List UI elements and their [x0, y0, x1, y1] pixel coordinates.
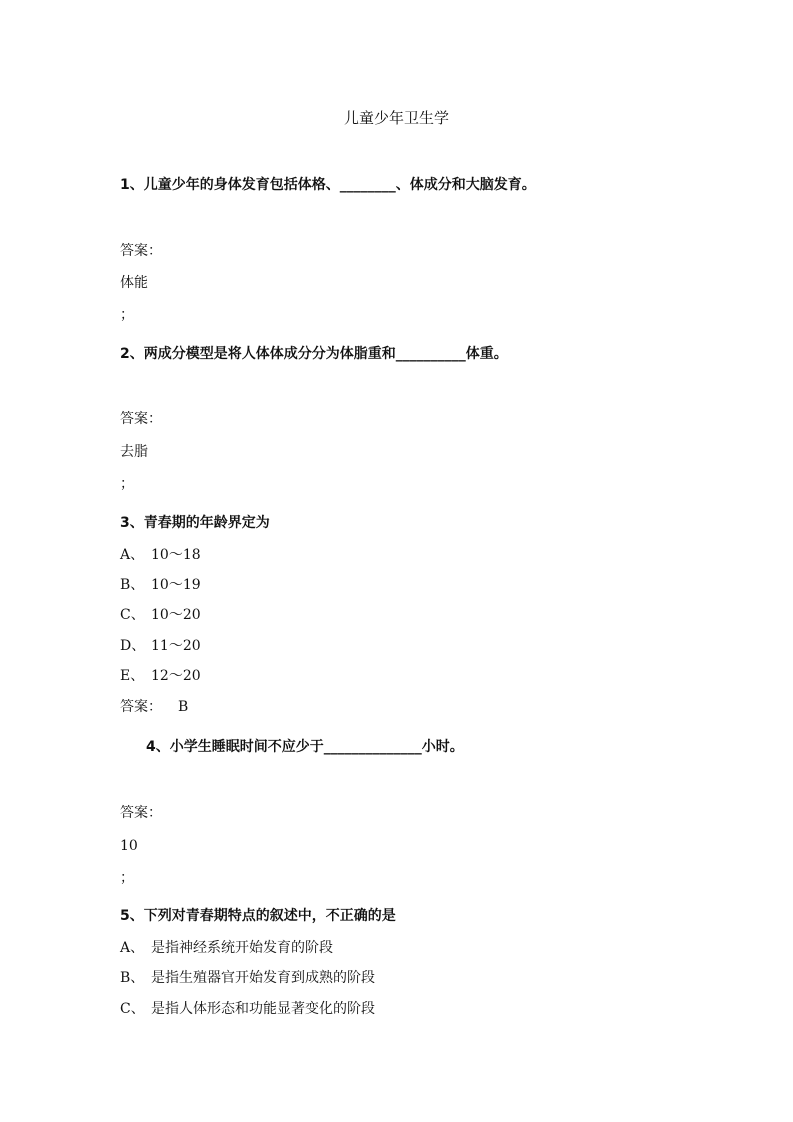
option-3e [120, 666, 201, 686]
document-title: 儿童少年卫生学 [343, 109, 449, 127]
question-5: 5、下列对青春期特点的叙述中，不正确的是 [120, 908, 396, 924]
answer-4: 10 [120, 838, 138, 854]
option-3d [120, 636, 201, 656]
answer-end-2: ； [120, 476, 134, 492]
answer-label-3: 答案： [120, 699, 162, 715]
option-5b [120, 968, 375, 988]
answer-label-1: 答案： [120, 243, 162, 259]
option-letter: D、 [120, 638, 146, 654]
option-text: 11～20 [151, 638, 201, 654]
option-letter: E、 [120, 668, 145, 684]
option-3a [120, 545, 201, 565]
option-letter: A、 [120, 547, 145, 563]
option-letter: B、 [120, 577, 145, 593]
option-text: 是指神经系统开始发育的阶段 [151, 940, 333, 956]
answer-end-4: ； [120, 870, 134, 886]
question-3: 3、青春期的年龄界定为 [120, 515, 270, 531]
answer-1: 体能 [120, 275, 148, 291]
option-text: 12～20 [151, 668, 201, 684]
option-3b [120, 575, 201, 595]
question-1: 1、儿童少年的身体发育包括体格、________、体成分和大脑发育。 [120, 177, 536, 193]
option-3c [120, 605, 201, 625]
option-text: 10～20 [151, 607, 201, 623]
option-letter: C、 [120, 1001, 145, 1017]
option-letter: B、 [120, 970, 145, 986]
option-5c [120, 999, 375, 1019]
option-letter: C、 [120, 607, 145, 623]
answer-2: 去脂 [120, 444, 148, 460]
option-5a [120, 938, 333, 958]
answer-3: B [178, 699, 189, 715]
question-2: 2、两成分模型是将人体体成分分为体脂重和__________体重。 [120, 346, 508, 362]
answer-label-2: 答案： [120, 411, 162, 427]
option-text: 10～19 [151, 577, 201, 593]
answer-label-4: 答案： [120, 805, 162, 821]
answer-end-1: ； [120, 307, 134, 323]
option-text: 10～18 [151, 547, 201, 563]
question-4: 4、小学生睡眠时间不应少于______________小时。 [146, 739, 464, 755]
option-text: 是指人体形态和功能显著变化的阶段 [151, 1001, 375, 1017]
option-text: 是指生殖器官开始发育到成熟的阶段 [151, 970, 375, 986]
option-letter: A、 [120, 940, 145, 956]
answer-row-3 [120, 697, 188, 717]
